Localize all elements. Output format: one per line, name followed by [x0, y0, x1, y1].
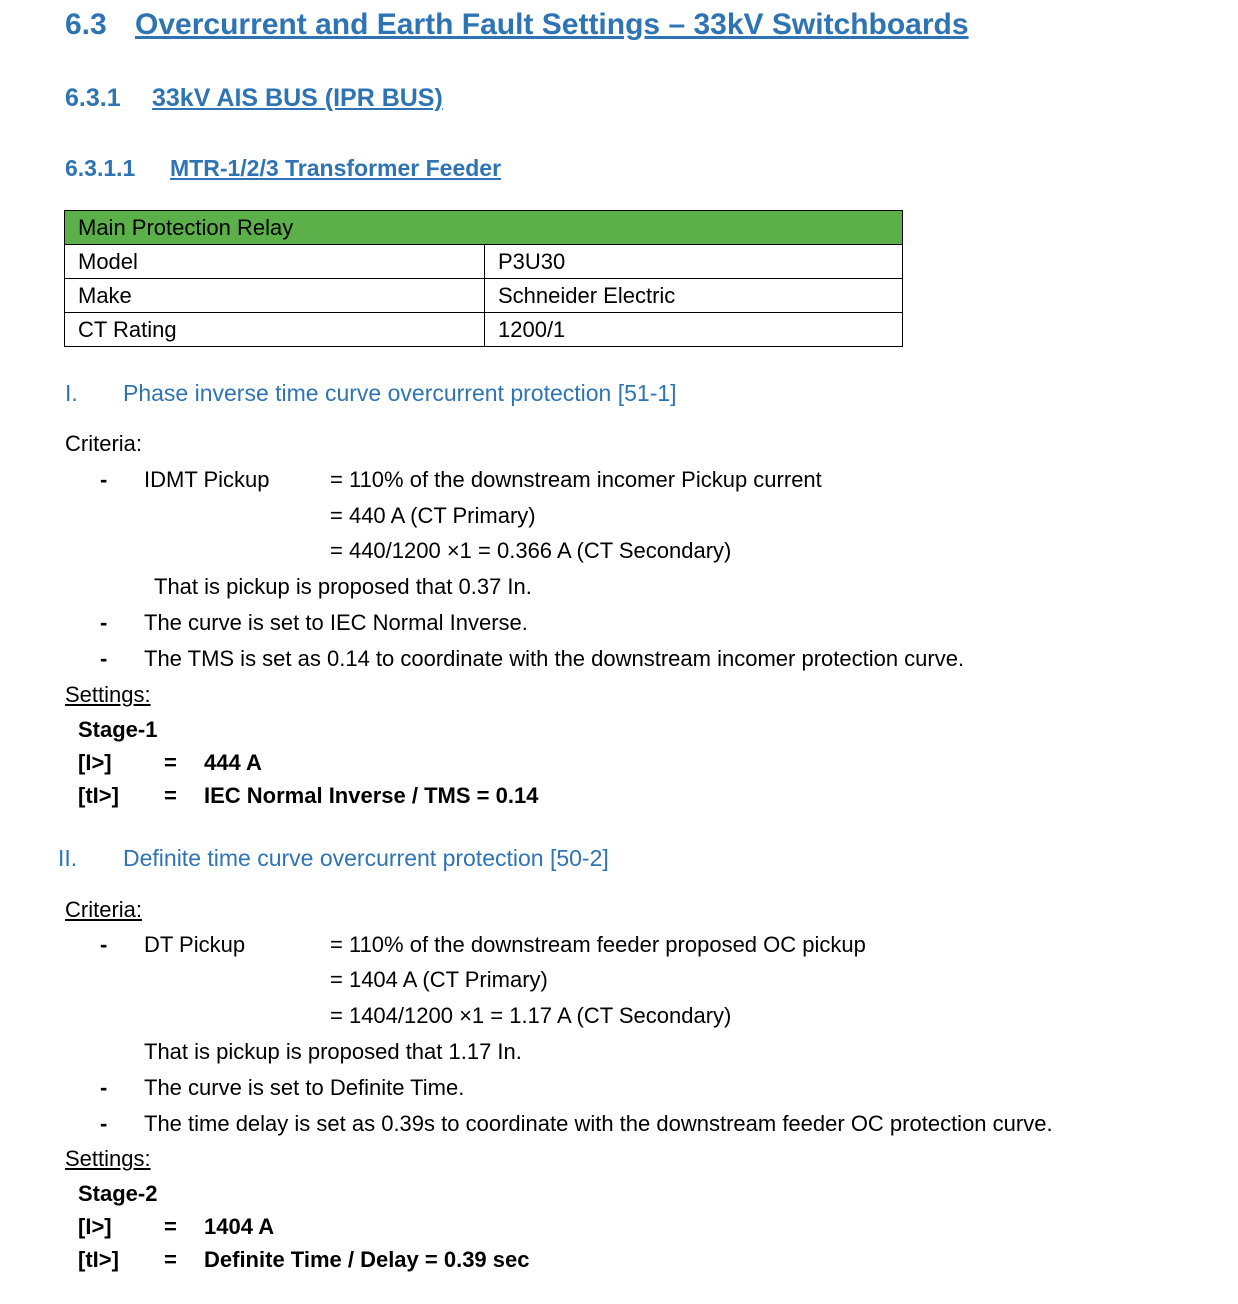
heading-6-3-1: [65, 84, 443, 113]
setting-value: IEC Normal Inverse / TMS = 0.14: [204, 783, 539, 808]
bullet-tms: The TMS is set as 0.14 to coordinate with the downstream incomer protection curve.: [144, 646, 965, 671]
setting-equals: =: [164, 750, 177, 775]
heading-6-3: [65, 8, 969, 42]
table-row: [65, 279, 903, 313]
setting-value: 1404 A: [204, 1214, 275, 1239]
pickup-line: = 440 A (CT Primary): [330, 503, 536, 528]
setting-param: [I>]: [78, 1214, 112, 1239]
setting-param: [tI>]: [78, 783, 119, 808]
table-row: [65, 245, 903, 279]
setting-param: [I>]: [78, 750, 112, 775]
setting-equals: =: [164, 1214, 177, 1239]
pickup-line: = 1404/1200 ×1 = 1.17 A (CT Secondary): [330, 1003, 732, 1028]
heading-number: 6.3: [65, 8, 107, 41]
table-cell-label: Model: [65, 245, 485, 279]
pickup-label: DT Pickup: [144, 932, 246, 957]
bullet-dash: -: [100, 610, 108, 635]
table-header-row: [65, 211, 903, 245]
heading-number: 6.3.1: [65, 84, 121, 112]
stage-label: Stage-2: [78, 1181, 158, 1206]
stage-label: Stage-1: [78, 717, 158, 742]
bullet-dash: -: [100, 1111, 108, 1136]
relay-table: [64, 210, 903, 347]
settings-label: Settings:: [65, 682, 151, 707]
setting-value: 444 A: [204, 750, 262, 775]
criteria-label: Criteria:: [65, 897, 143, 922]
table-row: [65, 313, 903, 347]
section-numeral: II.: [58, 845, 78, 871]
bullet-curve: The curve is set to Definite Time.: [144, 1075, 465, 1100]
table-cell-value: 1200/1: [485, 313, 903, 347]
bullet-delay: The time delay is set as 0.39s to coordinate with the downstream feeder OC protection curve.: [144, 1111, 1053, 1136]
bullet-dash: -: [100, 932, 108, 957]
heading-title: Overcurrent and Earth Fault Settings – 33kV Switchboards: [135, 8, 969, 41]
setting-param: [tI>]: [78, 1247, 119, 1272]
pickup-line: = 1404 A (CT Primary): [330, 967, 548, 992]
heading-number: 6.3.1.1: [65, 155, 136, 181]
bullet-dash: -: [100, 1075, 108, 1100]
table-cell-label: Make: [65, 279, 485, 313]
section-title: Definite time curve overcurrent protection [50-2]: [123, 845, 609, 871]
heading-title: MTR-1/2/3 Transformer Feeder: [170, 155, 502, 181]
setting-equals: =: [164, 1247, 177, 1272]
table-cell-value: Schneider Electric: [485, 279, 903, 313]
section-1-heading: [65, 380, 677, 407]
section-numeral: I.: [65, 380, 78, 406]
section-2-heading: [58, 845, 609, 872]
pickup-label: IDMT Pickup: [144, 467, 270, 492]
table-cell-label: CT Rating: [65, 313, 485, 347]
pickup-note: That is pickup is proposed that 1.17 In.: [144, 1039, 522, 1064]
table-header-cell: Main Protection Relay: [65, 211, 903, 245]
bullet-curve: The curve is set to IEC Normal Inverse.: [144, 610, 528, 635]
heading-title: 33kV AIS BUS (IPR BUS): [152, 84, 443, 112]
pickup-line: = 110% of the downstream feeder proposed OC pickup: [330, 932, 866, 957]
table-cell-value: P3U30: [485, 245, 903, 279]
pickup-note: That is pickup is proposed that 0.37 In.: [154, 574, 532, 599]
pickup-line: = 440/1200 ×1 = 0.366 A (CT Secondary): [330, 538, 732, 563]
heading-6-3-1-1: [65, 155, 501, 182]
settings-label: Settings:: [65, 1146, 151, 1171]
pickup-line: = 110% of the downstream incomer Pickup current: [330, 467, 822, 492]
bullet-dash: -: [100, 646, 108, 671]
criteria-label: Criteria:: [65, 431, 143, 456]
setting-equals: =: [164, 783, 177, 808]
setting-value: Definite Time / Delay = 0.39 sec: [204, 1247, 530, 1272]
bullet-dash: -: [100, 467, 108, 492]
section-title: Phase inverse time curve overcurrent protection [51-1]: [123, 380, 677, 406]
